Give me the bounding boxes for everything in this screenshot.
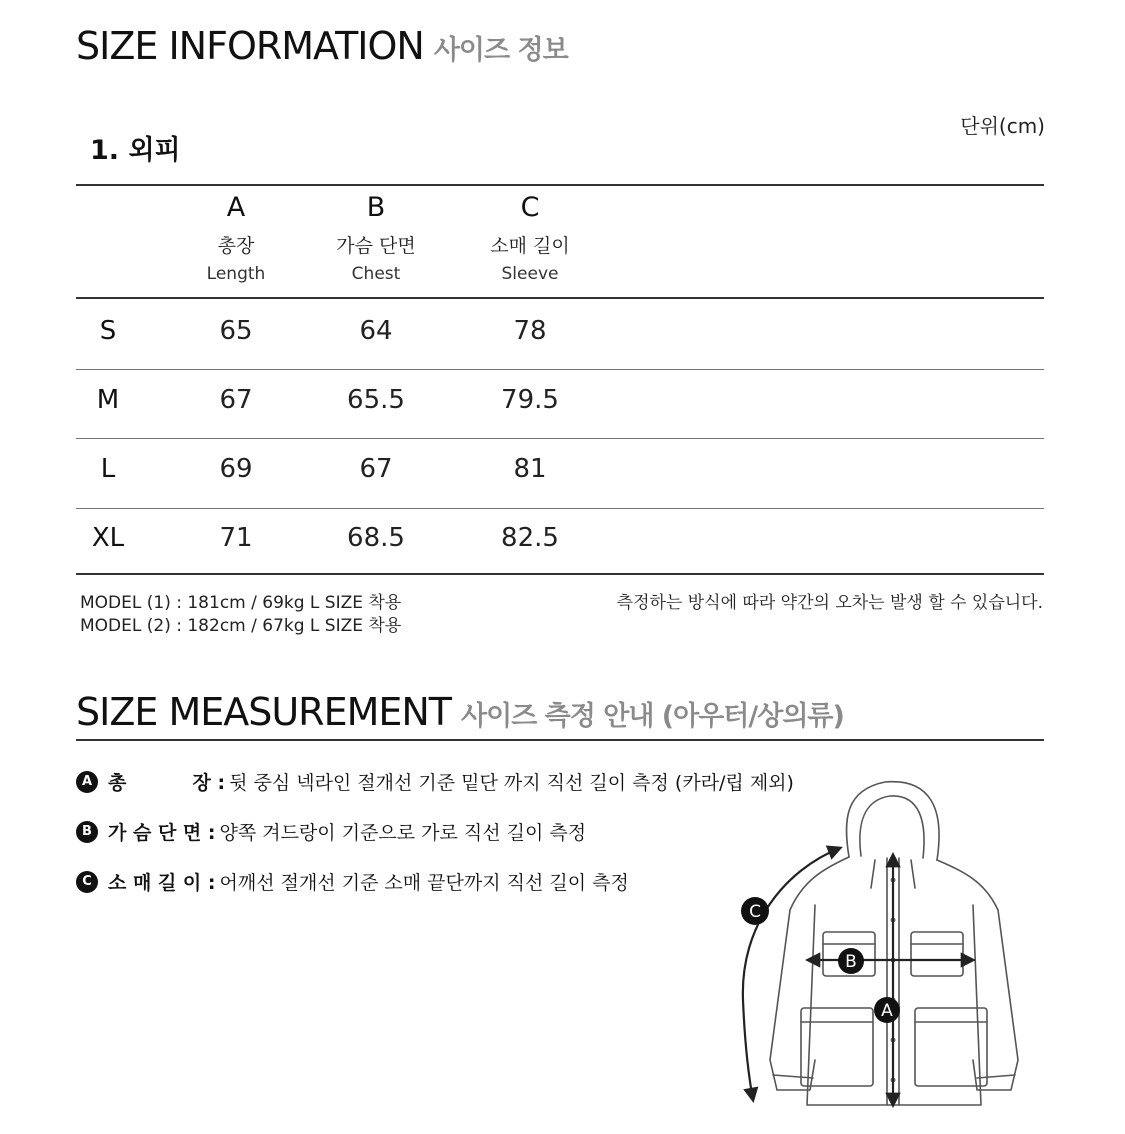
size-label: L bbox=[100, 454, 116, 484]
diagram-badge-b bbox=[838, 948, 864, 974]
column-header-chest bbox=[296, 192, 456, 284]
row-divider bbox=[76, 438, 1044, 439]
table-top-rule bbox=[76, 184, 1044, 186]
measure-line-sleeve bbox=[743, 848, 840, 1100]
guide-item-sleeve bbox=[76, 868, 629, 895]
badge-a: A bbox=[76, 771, 98, 793]
column-letter: C bbox=[520, 192, 540, 223]
guide-desc: 어깨선 절개선 기준 소매 끝단까지 직선 길이 측정 bbox=[219, 872, 629, 894]
column-label-ko: 소매 길이 bbox=[490, 235, 570, 257]
cell-length: 69 bbox=[219, 454, 253, 484]
size-label: M bbox=[96, 385, 120, 415]
cell-sleeve: 82.5 bbox=[501, 523, 559, 553]
page-title bbox=[76, 24, 568, 68]
diagram-badge-c bbox=[741, 897, 769, 925]
page-title-en: SIZE INFORMATION bbox=[76, 24, 424, 68]
row-divider bbox=[76, 369, 1044, 370]
table-header-rule bbox=[76, 297, 1044, 299]
guide-term: 가 슴 단 면 : bbox=[108, 822, 216, 844]
cell-sleeve: 81 bbox=[513, 454, 547, 484]
guide-desc: 양쪽 겨드랑이 기준으로 가로 직선 길이 측정 bbox=[219, 822, 587, 844]
page-title-ko: 사이즈 정보 bbox=[433, 35, 568, 66]
guide-item-length bbox=[76, 768, 794, 795]
svg-text:A: A bbox=[881, 1001, 893, 1021]
measurement-rule bbox=[76, 739, 1044, 741]
measurement-disclaimer: 측정하는 방식에 따라 약간의 오차는 발생 할 수 있습니다. bbox=[616, 593, 1043, 613]
badge-c: C bbox=[76, 871, 98, 893]
unit-label: 단위(cm) bbox=[960, 114, 1045, 138]
svg-text:B: B bbox=[845, 952, 857, 972]
badge-b: B bbox=[76, 821, 98, 843]
column-label-en: Chest bbox=[351, 264, 401, 284]
jacket-diagram bbox=[715, 760, 1055, 1120]
guide-term: 총 장 : bbox=[108, 772, 226, 794]
cell-length: 65 bbox=[219, 316, 253, 346]
cell-chest: 67 bbox=[359, 454, 393, 484]
measurement-title-en: SIZE MEASUREMENT bbox=[76, 690, 452, 734]
column-label-en: Length bbox=[206, 264, 266, 284]
measurement-title-ko: 사이즈 측정 안내 (아우터/상의류) bbox=[461, 701, 844, 732]
model-note-2: MODEL (2) : 182cm / 67kg L SIZE 착용 bbox=[80, 616, 402, 636]
guide-desc: 뒷 중심 넥라인 절개선 기준 밑단 까지 직선 길이 측정 (카라/립 제외) bbox=[229, 772, 794, 794]
cell-length: 71 bbox=[219, 523, 253, 553]
size-label: S bbox=[99, 316, 117, 346]
measurement-title bbox=[76, 690, 844, 734]
column-header-length bbox=[156, 192, 316, 284]
size-label: XL bbox=[91, 523, 125, 553]
table-bottom-rule bbox=[76, 573, 1044, 575]
section-title: 1. 외피 bbox=[90, 135, 181, 166]
cell-chest: 64 bbox=[359, 316, 393, 346]
column-label-ko: 가슴 단면 bbox=[336, 235, 416, 257]
model-note-1: MODEL (1) : 181cm / 69kg L SIZE 착용 bbox=[80, 593, 402, 613]
guide-term: 소 매 길 이 : bbox=[108, 872, 216, 894]
cell-length: 67 bbox=[219, 385, 253, 415]
column-letter: B bbox=[366, 192, 386, 223]
guide-item-chest bbox=[76, 818, 586, 845]
cell-sleeve: 78 bbox=[513, 316, 547, 346]
row-divider bbox=[76, 508, 1044, 509]
column-header-sleeve bbox=[450, 192, 610, 284]
cell-chest: 68.5 bbox=[347, 523, 405, 553]
diagram-badge-a bbox=[874, 997, 900, 1023]
svg-text:C: C bbox=[749, 902, 761, 922]
cell-sleeve: 79.5 bbox=[501, 385, 559, 415]
column-label-ko: 총장 bbox=[217, 235, 255, 257]
column-label-en: Sleeve bbox=[501, 264, 559, 284]
column-letter: A bbox=[226, 192, 246, 223]
cell-chest: 65.5 bbox=[347, 385, 405, 415]
